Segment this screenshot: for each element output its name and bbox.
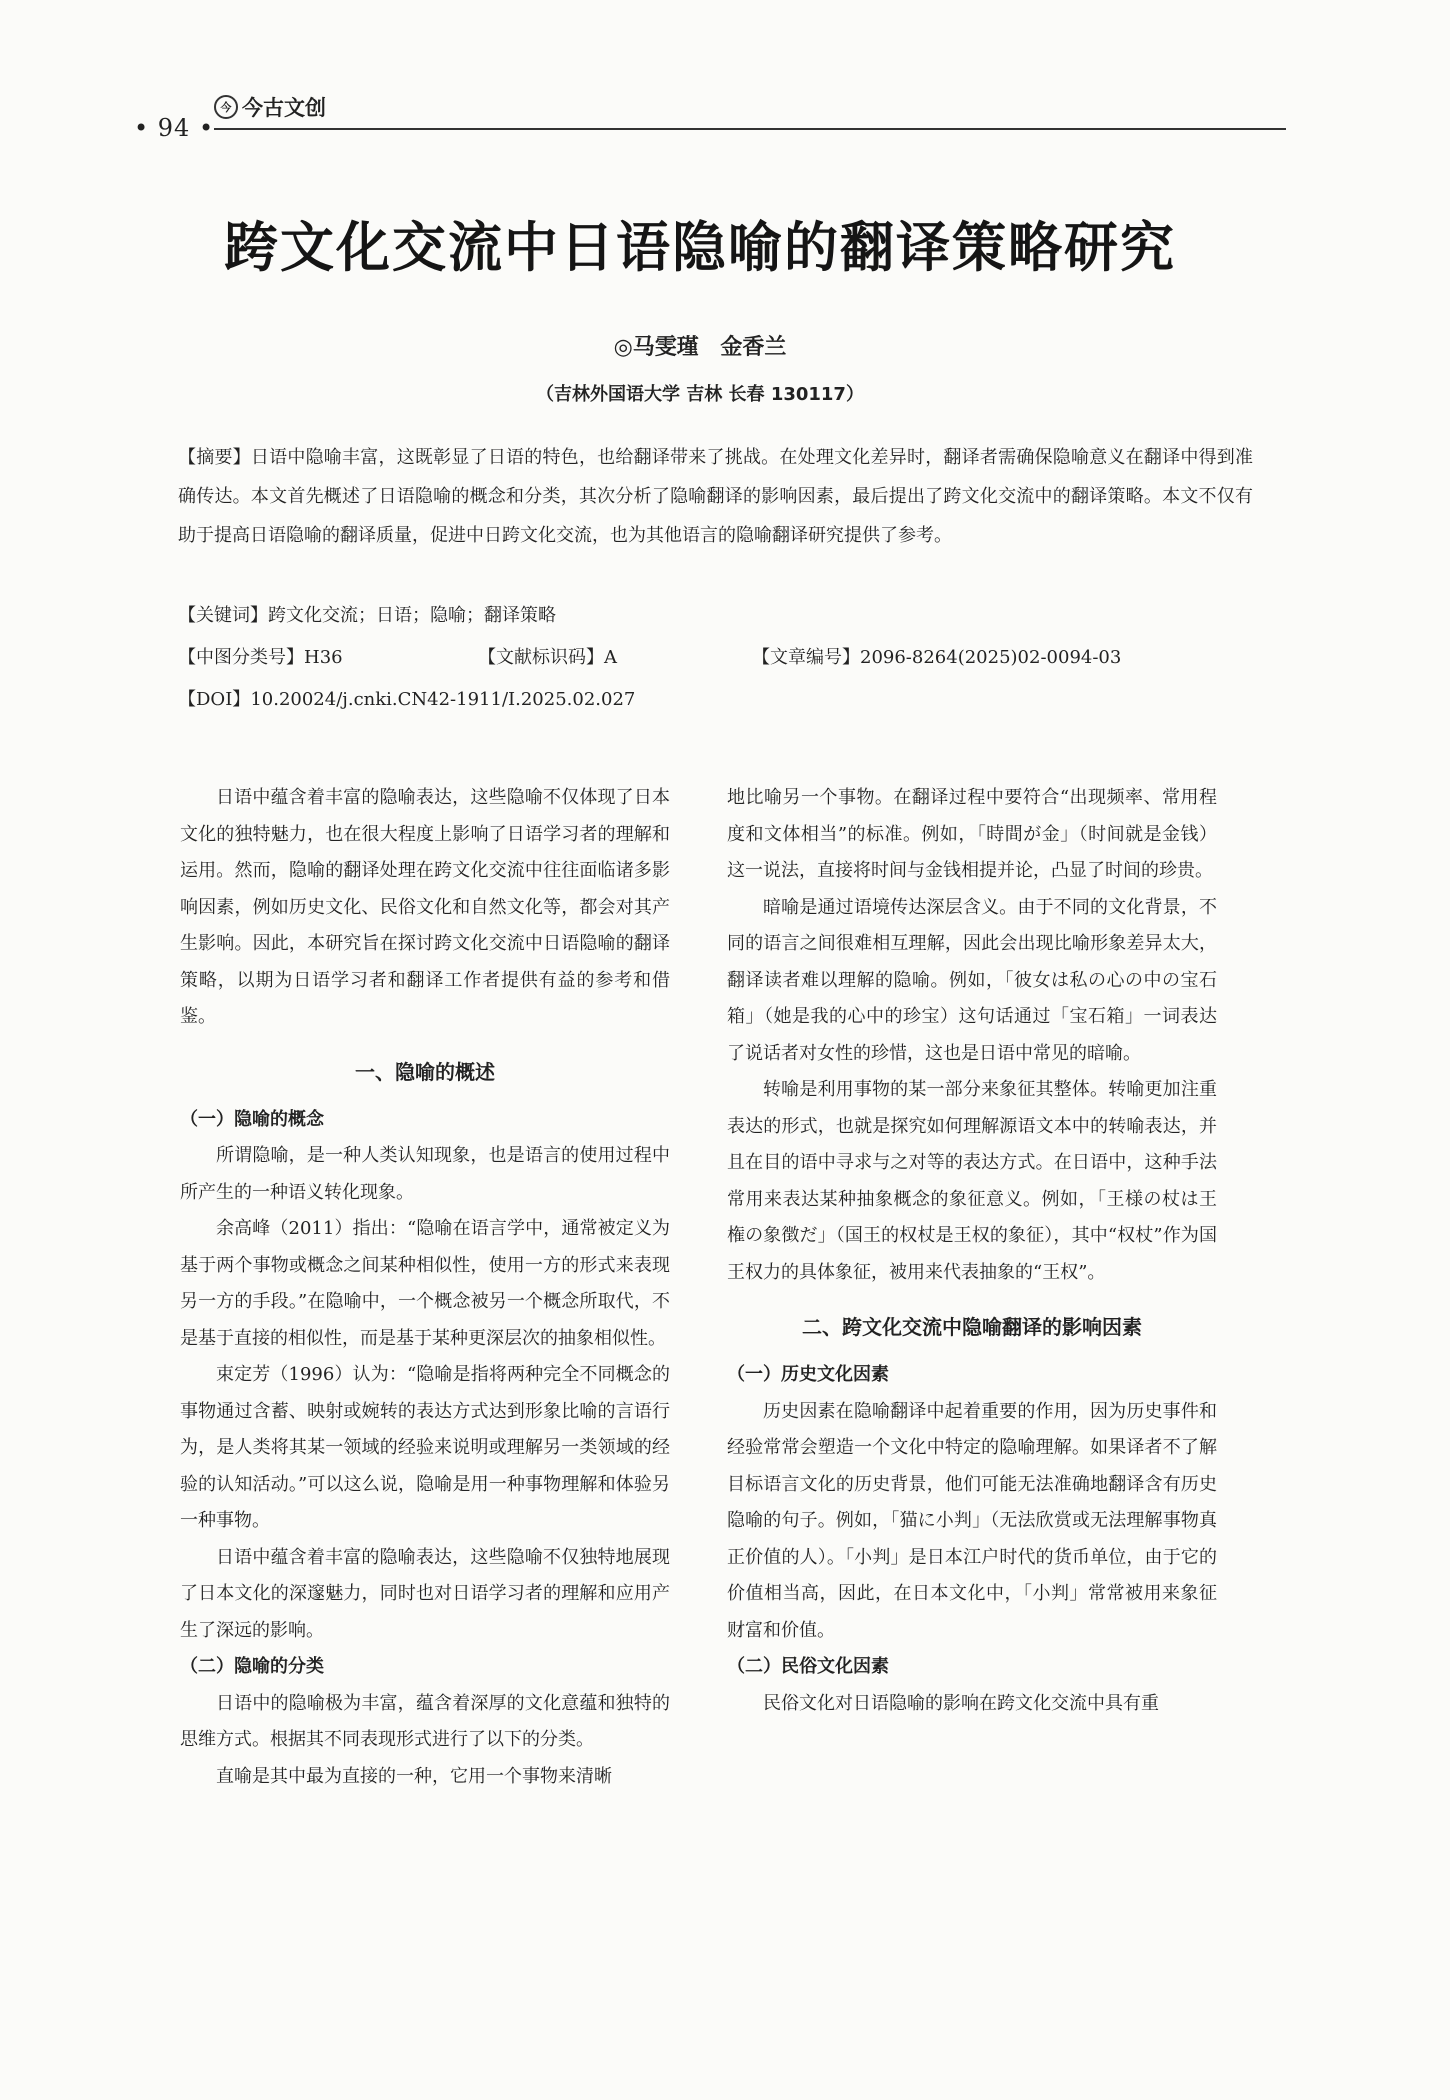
doi <box>178 685 635 711</box>
section-heading: 二、跨文化交流中隐喻翻译的影响因素 <box>802 1315 1142 1339</box>
doc-code-label: 【文献标识码】 <box>478 647 604 668</box>
article-number <box>752 643 1121 669</box>
page-header <box>118 92 1286 142</box>
body-paragraph: 地比喻另一个事物。在翻译过程中要符合“出现频率、常用程度和文体相当”的标准。例如，「時間が金」（时间就是金钱）这一说法，直接将时间与金钱相提并论，凸显了时间的珍贵。 <box>727 787 1217 881</box>
journal-title: 今古文创 <box>242 96 326 120</box>
keywords-label: 【关键词】 <box>178 605 268 626</box>
doc-code-value: A <box>604 647 617 668</box>
page-number: • 94 • <box>134 114 215 142</box>
right-column <box>727 780 1217 1722</box>
doi-label: 【DOI】 <box>178 689 251 710</box>
clc-number <box>178 643 343 669</box>
subsection-heading: （一）隐喻的概念 <box>180 1108 324 1130</box>
abstract-text: 日语中隐喻丰富，这既彰显了日语的特色，也给翻译带来了挑战。在处理文化差异时，翻译者需确保隐喻意义在翻译中得到准确传达。本文首先概述了日语隐喻的概念和分类，其次分析了隐喻翻译的影响因素，最后提出了跨文化交流中的翻译策略。本文不仅有助于提高日语隐喻的翻译质量，促进中日跨文化交流，也为其他语言的隐喻翻译研究提供了参考。 <box>178 447 1254 546</box>
journal-name <box>214 92 326 122</box>
keywords-text: 跨文化交流；日语；隐喻；翻译策略 <box>268 605 556 626</box>
doi-value: 10.20024/j.cnki.CN42-1911/I.2025.02.027 <box>250 689 636 710</box>
section-heading: 一、隐喻的概述 <box>355 1059 495 1084</box>
clc-label: 【中图分类号】 <box>178 647 304 668</box>
body-paragraph: 暗喻是通过语境传达深层含义。由于不同的文化背景，不同的语言之间很难相互理解，因此会出现比喻形象差异太大，翻译读者难以理解的隐喻。例如，「彼女は私の心の中の宝石箱」（她是我的心中的珍宝）这句话通过「宝石箱」一词表达了说话者对女性的珍惜，这也是日语中常见的暗喻。 <box>727 896 1217 1064</box>
body-paragraph: 日语中蕴含着丰富的隐喻表达，这些隐喻不仅独特地展现了日本文化的深邃魅力，同时也对日语学习者的理解和应用产生了深远的影响。 <box>180 1546 670 1641</box>
subsection-heading: （二）隐喻的分类 <box>180 1656 324 1677</box>
subsection-heading: （一）历史文化因素 <box>727 1364 889 1385</box>
article-number-value: 2096-8264(2025)02-0094-03 <box>860 647 1122 668</box>
body-paragraph: 所谓隐喻，是一种人类认知现象，也是语言的使用过程中所产生的一种语义转化现象。 <box>180 1145 670 1203</box>
body-paragraph: 余高峰（2011）指出：“隐喻在语言学中，通常被定义为基于两个事物或概念之间某种相似性，使用一方的形式来表现另一方的手段。”在隐喻中，一个概念被另一个概念所取代，不是基于直接的相似性，而是基于某种更深层次的抽象相似性。 <box>180 1218 670 1349</box>
document-code <box>478 643 617 669</box>
subsection-heading: （二）民俗文化因素 <box>727 1656 889 1677</box>
body-paragraph: 日语中的隐喻极为丰富，蕴含着深厚的文化意蕴和独特的思维方式。根据其不同表现形式进行了以下的分类。 <box>180 1692 670 1750</box>
abstract <box>178 438 1253 555</box>
header-rule <box>214 128 1286 130</box>
intro-paragraph: 日语中蕴含着丰富的隐喻表达，这些隐喻不仅体现了日本文化的独特魅力，也在很大程度上影响了日语学习者的理解和运用。然而，隐喻的翻译处理在跨文化交流中往往面临诸多影响因素，例如历史文化、民俗文化和自然文化等，都会对其产生影响。因此，本研究旨在探讨跨文化交流中日语隐喻的翻译策略，以期为日语学习者和翻译工作者提供有益的参考和借鉴。 <box>180 787 670 1027</box>
clc-value: H36 <box>304 647 343 668</box>
body-paragraph: 转喻是利用事物的某一部分来象征其整体。转喻更加注重表达的形式，也就是探究如何理解源语文本中的转喻表达，并且在目的语中寻求与之对等的表达方式。在日语中，这种手法常用来表达某种抽象概念的象征意义。例如，「王様の杖は王権の象徴だ」（国王的权杖是王权的象征），其中“权杖”作为国王权力的具体象征，被用来代表抽象的“王权”。 <box>727 1079 1217 1283</box>
affiliation: （吉林外国语大学 吉林 长春 130117） <box>536 384 864 405</box>
authors: ◎马雯瑾 金香兰 <box>613 335 787 360</box>
body-paragraph: 直喻是其中最为直接的一种，它用一个事物来清晰 <box>216 1765 612 1787</box>
article-number-label: 【文章编号】 <box>752 647 860 668</box>
keywords <box>178 601 556 627</box>
body-paragraph: 民俗文化对日语隐喻的影响在跨文化交流中具有重 <box>763 1692 1159 1714</box>
left-column <box>180 780 670 1795</box>
abstract-label: 【摘要】 <box>178 447 251 468</box>
body-paragraph: 束定芳（1996）认为：“隐喻是指将两种完全不同概念的事物通过含蓄、映射或婉转的表达方式达到形象比喻的言语行为，是人类将其某一领域的经验来说明或理解另一类领域的经验的认知活动。”可以这么说，隐喻是用一种事物理解和体验另一种事物。 <box>180 1364 670 1531</box>
article-title: 跨文化交流中日语隐喻的翻译策略研究 <box>224 216 1176 279</box>
body-paragraph: 历史因素在隐喻翻译中起着重要的作用，因为历史事件和经验常常会塑造一个文化中特定的隐喻理解。如果译者不了解目标语言文化的历史背景，他们可能无法准确地翻译含有历史隐喻的句子。例如，「猫に小判」（无法欣赏或无法理解事物真正价值的人）。「小判」是日本江户时代的货币单位，由于它的价值相当高，因此，在日本文化中，「小判」常常被用来象征财富和价值。 <box>727 1400 1217 1641</box>
journal-logo-icon: 今 <box>214 95 238 119</box>
